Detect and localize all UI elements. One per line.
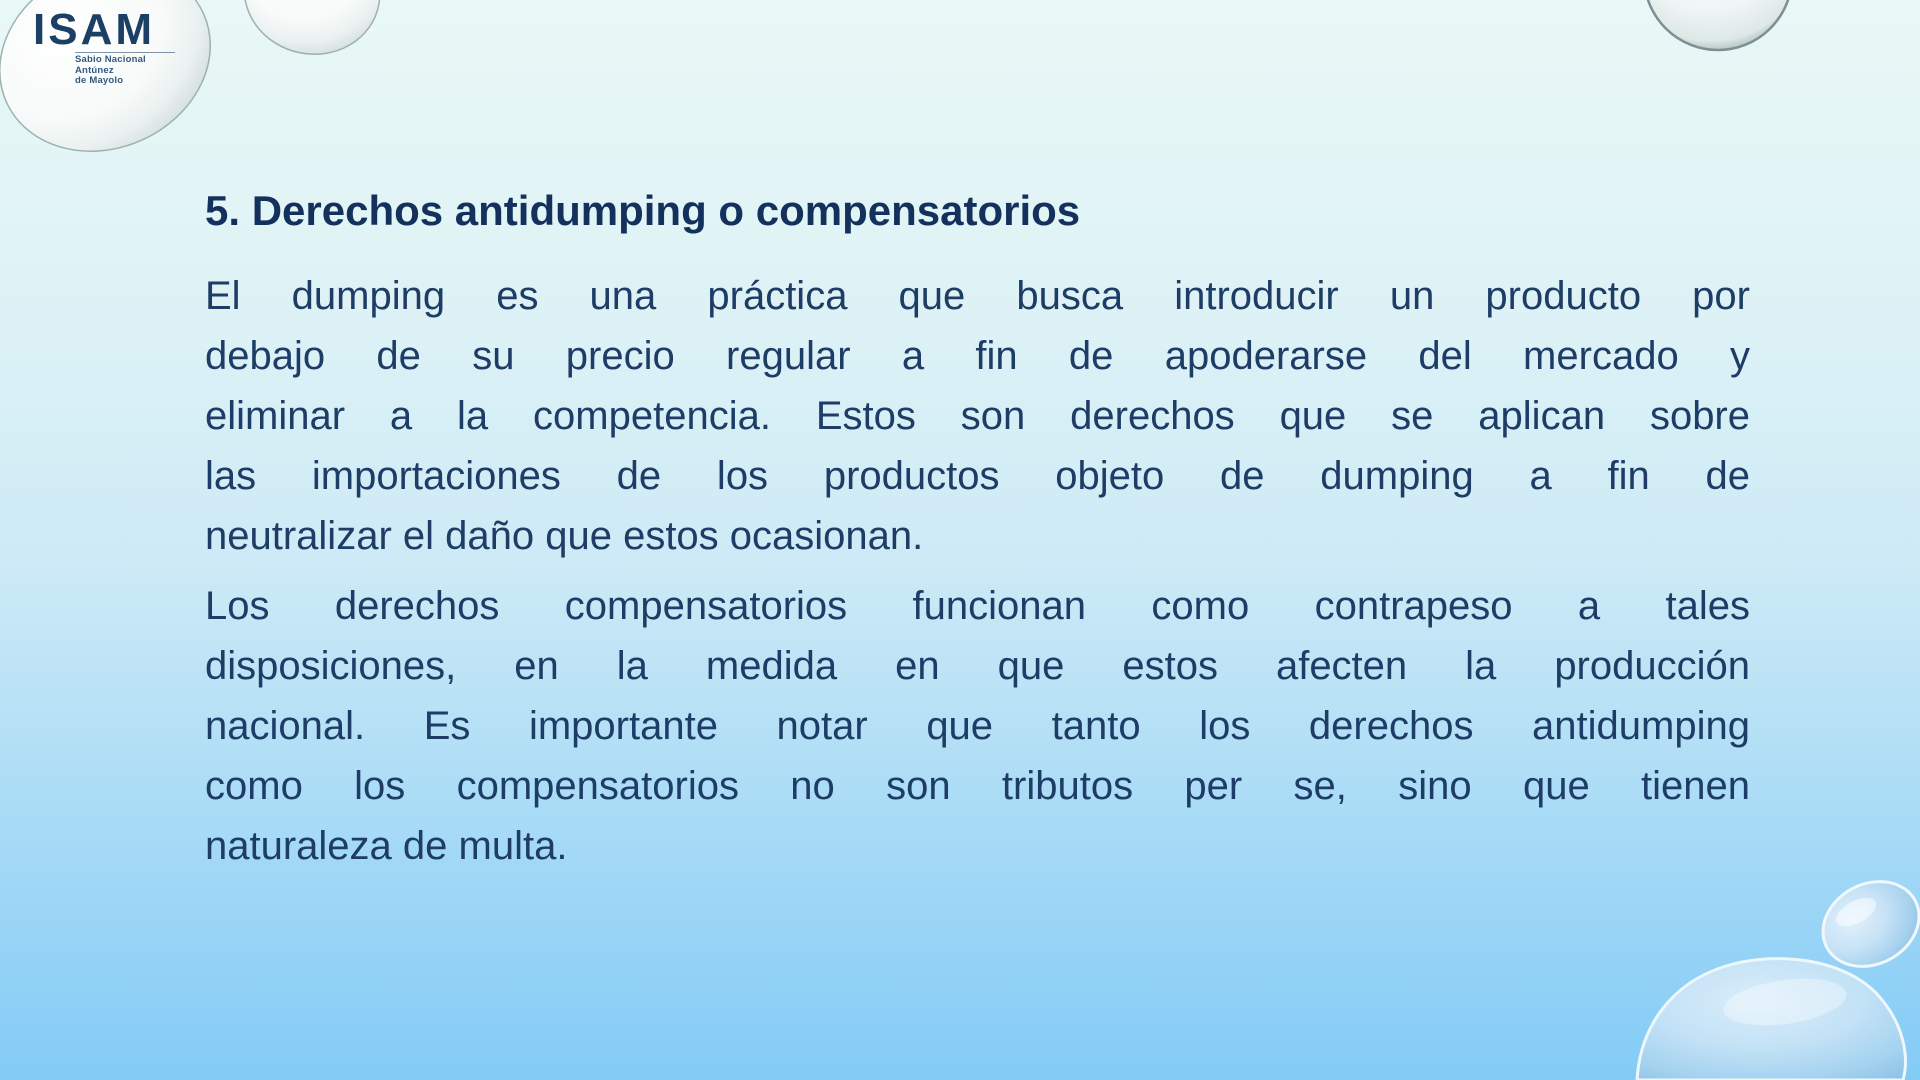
body-line: eliminar a la competencia. Estos son derechos que se aplican sobre bbox=[205, 394, 1750, 438]
isam-logo bbox=[33, 5, 175, 87]
body-line: las importaciones de los productos objeto de dumping a fin de bbox=[205, 454, 1750, 498]
isam-logo-wordmark: ISAM bbox=[33, 5, 155, 54]
body-line: naturaleza de multa. bbox=[205, 824, 568, 868]
droplet-top-right-decoration bbox=[1644, 0, 1792, 50]
slide-title: 5. Derechos antidumping o compensatorios bbox=[205, 187, 1081, 234]
body-paragraph-1 bbox=[205, 266, 1750, 566]
body-paragraph-2 bbox=[205, 576, 1750, 876]
isam-logo-tagline-line2: de Mayolo bbox=[75, 75, 124, 86]
body-line: neutralizar el daño que estos ocasionan. bbox=[205, 514, 924, 558]
isam-logo-tagline-line1: Sabio Nacional Antúnez bbox=[75, 54, 146, 76]
body-line: disposiciones, en la medida en que estos afecten la producción bbox=[205, 644, 1750, 688]
body-line: como los compensatorios no son tributos per se, sino que tienen bbox=[205, 764, 1750, 808]
body-line: debajo de su precio regular a fin de apoderarse del mercado y bbox=[205, 334, 1750, 378]
body-line: Los derechos compensatorios funcionan como contrapeso a tales bbox=[205, 584, 1750, 628]
droplet-top-center-decoration bbox=[233, 0, 392, 67]
isam-logo-tagline bbox=[75, 52, 175, 87]
droplet-bottom-right-large-decoration bbox=[1637, 959, 1905, 1080]
body-line: nacional. Es importante notar que tanto los derechos antidumping bbox=[205, 704, 1750, 748]
body-line: El dumping es una práctica que busca introducir un producto por bbox=[205, 274, 1750, 318]
